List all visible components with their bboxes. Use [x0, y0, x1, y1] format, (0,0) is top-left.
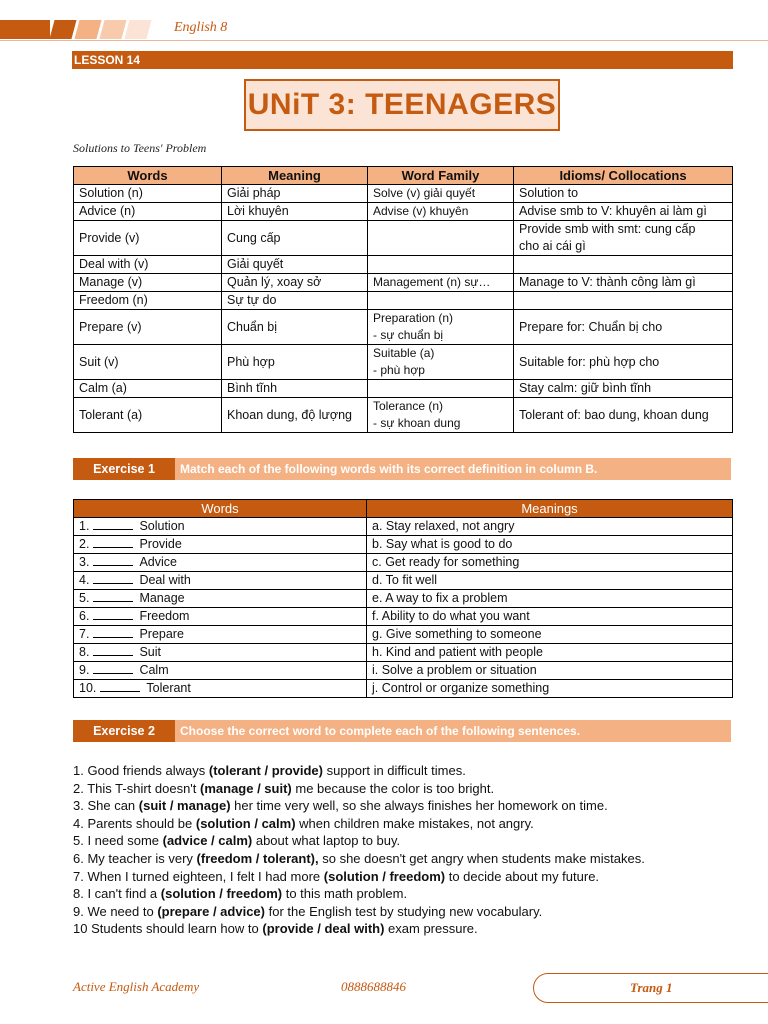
match-header-words: Words	[74, 500, 367, 518]
vocab-family: Suitable (a)	[373, 346, 435, 360]
exercise-1-instruction: Match each of the following words with its correct definition in column B.	[180, 462, 598, 476]
match-number: 2.	[79, 537, 90, 551]
exercise-1-label: Exercise 1	[73, 458, 175, 480]
vocab-row	[74, 185, 733, 203]
vocab-family-note: - sự khoan dung	[373, 416, 461, 430]
match-header-meanings: Meanings	[367, 500, 733, 518]
match-number: 6.	[79, 609, 90, 623]
sentence-start: 6. My teacher is very	[73, 850, 197, 866]
match-meaning: e. A way to fix a problem	[367, 590, 733, 608]
unit-title-box	[244, 79, 560, 131]
answer-blank[interactable]	[93, 662, 133, 674]
vocab-family-cell	[368, 292, 514, 310]
vocab-word: Calm (a)	[74, 380, 222, 398]
sentence-start: 5. I need some	[73, 833, 163, 849]
vocab-idiom-cell	[514, 221, 733, 256]
vocab-row	[74, 398, 733, 433]
match-meaning: f. Ability to do what you want	[367, 608, 733, 626]
match-number: 4.	[79, 573, 90, 587]
vocab-row	[74, 221, 733, 256]
vocab-word: Prepare (v)	[74, 310, 222, 345]
vocab-idiom-cell	[514, 345, 733, 380]
answer-blank[interactable]	[93, 608, 133, 620]
match-meaning: a. Stay relaxed, not angry	[367, 518, 733, 536]
vocab-idiom-cont: cho ai cái gì	[519, 239, 586, 253]
match-row	[74, 518, 733, 536]
vocab-idiom-cell	[514, 185, 733, 203]
vocab-family-cell	[368, 310, 514, 345]
unit-title: UNiT 3: TEENAGERS	[247, 88, 557, 121]
match-row	[74, 626, 733, 644]
vocab-idiom: Tolerant of: bao dung, khoan dung	[519, 407, 709, 422]
vocab-word: Tolerant (a)	[74, 398, 222, 433]
match-word: Advice	[139, 555, 177, 569]
answer-blank[interactable]	[93, 626, 133, 638]
sentence-start: 4. Parents should be	[73, 815, 196, 831]
sentence-options[interactable]: (provide / deal with)	[262, 921, 385, 937]
section-subtitle: Solutions to Teens' Problem	[73, 141, 207, 155]
sentence	[73, 815, 645, 833]
sentence-start: 10 Students should learn how to	[73, 921, 263, 937]
exercise-2-instruction: Choose the correct word to complete each of the following sentences.	[180, 724, 581, 738]
match-row	[74, 680, 733, 698]
match-row	[74, 572, 733, 590]
sentence	[73, 868, 645, 886]
match-number: 7.	[79, 627, 90, 641]
vocab-family-cell	[368, 274, 514, 292]
vocab-family-cell	[368, 221, 514, 256]
match-word: Prepare	[139, 627, 184, 641]
sentence-end: her time very well, so she always finishes her homework on time.	[230, 798, 608, 814]
answer-blank[interactable]	[93, 644, 133, 656]
vocab-meaning: Quản lý, xoay sở	[222, 274, 368, 292]
match-row	[74, 644, 733, 662]
match-word-cell	[74, 590, 367, 608]
header-tab-4	[124, 20, 151, 39]
match-row	[74, 590, 733, 608]
sentence-options[interactable]: (suit / manage)	[138, 798, 231, 814]
vocab-word: Suit (v)	[74, 345, 222, 380]
vocab-row	[74, 256, 733, 274]
sentence-options[interactable]: (advice / calm)	[162, 833, 253, 849]
vocab-row	[74, 274, 733, 292]
sentence-options[interactable]: (solution / freedom)	[160, 886, 283, 902]
sentence-end: when children make mistakes, not angry.	[295, 815, 534, 831]
sentence-options[interactable]: (tolerant / provide)	[208, 763, 323, 778]
match-meaning: g. Give something to someone	[367, 626, 733, 644]
vocab-family-note: - sự chuẩn bị	[373, 328, 444, 342]
vocab-family: Preparation (n)	[373, 311, 454, 325]
sentence-options[interactable]: (solution / freedom)	[323, 868, 446, 884]
header-tab-1	[49, 20, 76, 39]
match-meaning: d. To fit well	[367, 572, 733, 590]
match-word: Manage	[139, 591, 185, 605]
exercise-2-bar	[73, 720, 731, 742]
sentence-end: exam pressure.	[384, 921, 478, 937]
vocab-meaning: Sự tự do	[222, 292, 368, 310]
vocab-family: Tolerance (n)	[373, 399, 444, 413]
vocab-idiom: Prepare for: Chuẩn bị cho	[519, 319, 663, 334]
match-word-cell	[74, 536, 367, 554]
match-word: Freedom	[139, 609, 190, 623]
sentence-end: me because the color is too bright.	[291, 780, 495, 796]
sentence-options[interactable]: (solution / calm)	[195, 815, 296, 831]
vocab-idiom-cell	[514, 398, 733, 433]
sentence	[73, 780, 645, 798]
vocab-header-meaning: Meaning	[222, 167, 368, 185]
sentence-start: 8. I can't find a	[73, 886, 161, 902]
vocab-row	[74, 203, 733, 221]
vocabulary-header-row	[74, 167, 733, 185]
match-word: Tolerant	[146, 681, 191, 695]
sentence-start: 1. Good friends always	[73, 763, 209, 778]
header-tab-3	[99, 20, 126, 39]
vocab-meaning: Bình tĩnh	[222, 380, 368, 398]
sentence-end: for the English test by studying new vocabulary.	[264, 903, 543, 919]
sentence-options[interactable]: (freedom / tolerant),	[196, 850, 319, 866]
sentence-start: 9. We need to	[73, 903, 158, 919]
vocab-family: Advise (v) khuyên	[373, 204, 469, 218]
vocab-idiom: Solution to	[519, 186, 579, 200]
answer-blank[interactable]	[93, 554, 133, 566]
match-word: Calm	[139, 663, 169, 677]
match-word: Solution	[139, 519, 185, 533]
sentence	[73, 832, 645, 850]
exercise-1-bar	[73, 458, 731, 480]
match-word-cell	[74, 662, 367, 680]
sentence	[73, 850, 645, 868]
vocab-idiom: Suitable for: phù hợp cho	[519, 354, 660, 369]
lesson-label: LESSON 14	[74, 53, 141, 67]
match-word-cell	[74, 608, 367, 626]
match-number: 3.	[79, 555, 90, 569]
match-row	[74, 536, 733, 554]
matching-header-row	[74, 500, 733, 518]
sentence-start: 2. This T-shirt doesn't	[73, 780, 201, 796]
vocab-idiom-cell	[514, 256, 733, 274]
exercise-2-sentences	[73, 762, 645, 938]
header-divider	[0, 40, 768, 41]
vocab-row	[74, 380, 733, 398]
sentence-options[interactable]: (prepare / advice)	[157, 903, 265, 919]
vocab-word: Deal with (v)	[74, 256, 222, 274]
vocab-word: Manage (v)	[74, 274, 222, 292]
sentence	[73, 885, 645, 903]
vocab-header-idioms: Idioms/ Collocations	[514, 167, 733, 185]
exercise-2-label: Exercise 2	[73, 720, 175, 742]
vocabulary-table	[73, 166, 733, 433]
match-word-cell	[74, 644, 367, 662]
match-word-cell	[74, 680, 367, 698]
vocab-family-cell	[368, 185, 514, 203]
sentence	[73, 920, 645, 938]
match-number: 5.	[79, 591, 90, 605]
match-meaning: i. Solve a problem or situation	[367, 662, 733, 680]
sentence-options[interactable]: (manage / suit)	[200, 780, 292, 796]
vocab-family: Solve (v) giải quyết	[373, 186, 476, 200]
sentence	[73, 903, 645, 921]
header-title: English 8	[174, 20, 228, 35]
match-word: Provide	[139, 537, 182, 551]
answer-blank[interactable]	[93, 518, 133, 530]
vocab-meaning: Chuẩn bị	[222, 310, 368, 345]
match-meaning: h. Kind and patient with people	[367, 644, 733, 662]
match-word-cell	[74, 554, 367, 572]
footer-page-pill	[533, 973, 768, 1003]
vocab-idiom-cell	[514, 203, 733, 221]
sentence-end: to decide about my future.	[445, 868, 600, 884]
vocab-header-words: Words	[74, 167, 222, 185]
vocab-idiom: Stay calm: giữ bình tĩnh	[519, 381, 652, 395]
vocab-word: Advice (n)	[74, 203, 222, 221]
match-word-cell	[74, 626, 367, 644]
sentence-end: so she doesn't get angry when students make mistakes.	[318, 850, 645, 866]
footer-phone: 0888688846	[341, 979, 406, 994]
match-word: Suit	[139, 645, 161, 659]
match-row	[74, 608, 733, 626]
footer-page-number: Trang 1	[630, 980, 673, 995]
vocab-meaning: Giải quyết	[222, 256, 368, 274]
footer-academy: Active English Academy	[73, 979, 200, 994]
vocab-idiom-cell	[514, 274, 733, 292]
vocab-idiom: Manage to V: thành công làm gì	[519, 275, 696, 289]
vocab-idiom-cell	[514, 310, 733, 345]
answer-blank[interactable]	[93, 572, 133, 584]
vocab-word: Provide (v)	[74, 221, 222, 256]
vocab-word: Solution (n)	[74, 185, 222, 203]
vocab-idiom: Provide smb with smt: cung cấp	[519, 222, 696, 236]
vocab-family-note: - phù hợp	[373, 363, 425, 377]
sentence-start: 7. When I turned eighteen, I felt I had more	[73, 868, 324, 884]
vocab-row	[74, 345, 733, 380]
match-word-cell	[74, 518, 367, 536]
matching-table	[73, 499, 733, 698]
vocab-header-family: Word Family	[368, 167, 514, 185]
match-word-cell	[74, 572, 367, 590]
sentence	[73, 762, 645, 780]
sentence-end: about what laptop to buy.	[252, 833, 401, 849]
match-number: 8.	[79, 645, 90, 659]
answer-blank[interactable]	[100, 680, 140, 692]
vocab-row	[74, 292, 733, 310]
sentence-end: support in difficult times.	[322, 763, 466, 778]
match-number: 1.	[79, 519, 90, 533]
vocab-family-cell	[368, 203, 514, 221]
vocab-row	[74, 310, 733, 345]
vocab-idiom: Advise smb to V: khuyên ai làm gì	[519, 204, 707, 218]
match-meaning: c. Get ready for something	[367, 554, 733, 572]
vocab-idiom-cell	[514, 292, 733, 310]
match-row	[74, 554, 733, 572]
vocab-meaning: Khoan dung, độ lượng	[222, 398, 368, 433]
sentence-end: to this math problem.	[282, 886, 408, 902]
answer-blank[interactable]	[93, 536, 133, 548]
lesson-bar	[72, 51, 733, 69]
vocab-family-cell	[368, 380, 514, 398]
match-meaning: b. Say what is good to do	[367, 536, 733, 554]
header-tab-2	[74, 20, 101, 39]
vocab-word: Freedom (n)	[74, 292, 222, 310]
sentence-start: 3. She can	[73, 798, 139, 814]
sentence	[73, 797, 645, 815]
vocab-meaning: Lời khuyên	[222, 203, 368, 221]
vocab-meaning: Phù hợp	[222, 345, 368, 380]
match-meaning: j. Control or organize something	[367, 680, 733, 698]
vocab-family: Management (n) sự…	[373, 275, 491, 289]
answer-blank[interactable]	[93, 590, 133, 602]
header-accent-bar	[0, 20, 50, 39]
vocab-idiom-cell	[514, 380, 733, 398]
vocab-meaning: Giải pháp	[222, 185, 368, 203]
match-word: Deal with	[139, 573, 191, 587]
vocab-meaning: Cung cấp	[222, 221, 368, 256]
match-number: 10.	[79, 681, 97, 695]
vocab-family-cell	[368, 256, 514, 274]
vocab-family-cell	[368, 398, 514, 433]
vocab-family-cell	[368, 345, 514, 380]
match-number: 9.	[79, 663, 90, 677]
match-row	[74, 662, 733, 680]
